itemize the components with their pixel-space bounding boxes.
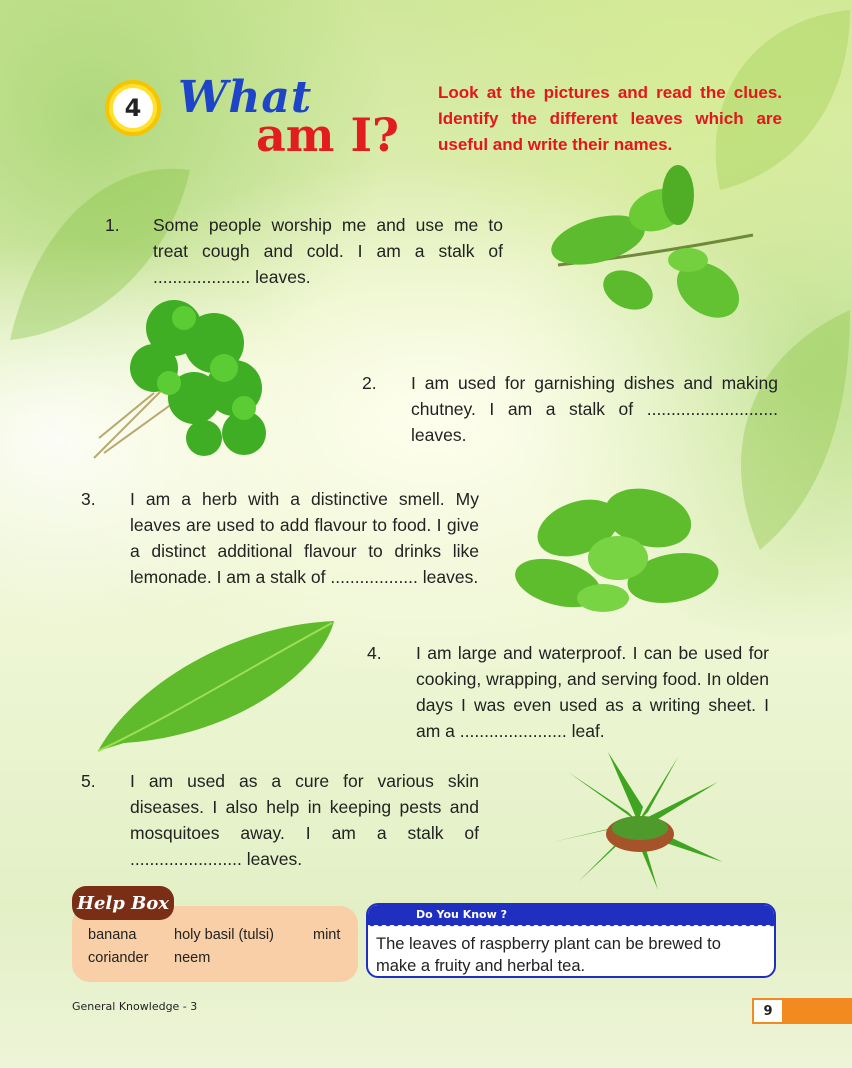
help-word-holy-basil: holy basil (tulsi) xyxy=(174,927,274,943)
question-number: 2. xyxy=(362,373,377,393)
tulsi-leaves-image xyxy=(538,165,756,340)
question-number: 1. xyxy=(105,215,120,235)
page-number: 9 xyxy=(752,998,782,1024)
question-text: I am large and waterproof. I can be used for cooking, wrapping, and serving food. In olden days I was even used as a writing sheet. I am a ...................... leaf. xyxy=(416,643,769,741)
help-word-neem: neem xyxy=(174,950,211,966)
help-box-title: Help Box xyxy=(72,886,174,920)
question-2 xyxy=(362,370,778,448)
question-number: 4. xyxy=(367,643,382,663)
footer-subject: General Knowledge - 3 xyxy=(72,1000,198,1013)
help-word-coriander: coriander xyxy=(88,950,149,966)
do-you-know-title: Do You Know ? xyxy=(368,905,774,925)
neem-leaves-bowl-image xyxy=(548,752,728,892)
title-am-i: am I? xyxy=(256,108,399,162)
banana-leaf-image xyxy=(94,615,340,755)
question-text: I am used for garnishing dishes and making chutney. I am a stalk of ........................... leaves. xyxy=(411,373,778,445)
title-what: What xyxy=(178,72,313,123)
question-text: I am a herb with a distinctive smell. My leaves are used to add flavour to food. I give a distinct additional flavour to drinks like lemonade. I am a stalk of .................. leaves. xyxy=(130,489,479,587)
coriander-image xyxy=(84,288,284,468)
question-1 xyxy=(105,212,503,290)
activity-number-badge xyxy=(105,80,161,136)
question-number: 3. xyxy=(81,489,96,509)
instruction-text: Look at the pictures and read the clues. Identify the different leaves which are useful and write their names. xyxy=(438,83,782,154)
help-word-mint: mint xyxy=(313,927,341,943)
question-text: Some people worship me and use me to treat cough and cold. I am a stalk of .................... leaves. xyxy=(153,215,503,287)
question-text: I am used as a cure for various skin diseases. I also help in keeping pests and mosquitoes away. I am a stalk of ....................... leaves. xyxy=(130,771,479,869)
do-you-know-text: The leaves of raspberry plant can be brewed to make a fruity and herbal tea. xyxy=(376,935,721,975)
question-4 xyxy=(367,640,769,744)
question-3 xyxy=(81,486,479,590)
do-you-know-box xyxy=(366,903,776,978)
question-5 xyxy=(81,768,479,872)
question-number: 5. xyxy=(81,771,96,791)
activity-number: 4 xyxy=(113,88,153,128)
mint-leaves-image xyxy=(498,478,730,618)
help-word-banana: banana xyxy=(88,927,137,943)
